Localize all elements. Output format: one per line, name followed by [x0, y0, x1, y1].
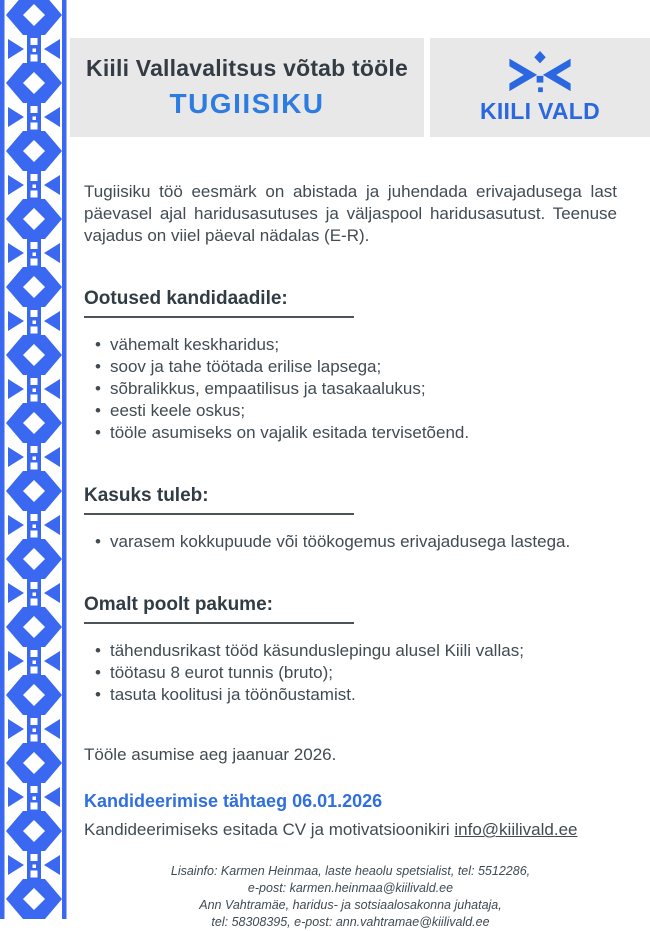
list-item: • tööle asumiseks on vajalik esitada tervisetõend. [84, 422, 617, 444]
content-area [84, 0, 617, 931]
list-item: • vähemalt keskharidus; [84, 334, 617, 356]
position-title: TUGIISIKU [169, 88, 325, 119]
start-date-line: Tööle asumise aeg jaanuar 2026. [84, 745, 337, 764]
application-deadline: Kandideerimise tähtaeg 06.01.2026 [84, 791, 383, 811]
logo-box [430, 38, 650, 137]
dragonfly-logo-icon [508, 51, 572, 95]
folk-pattern-border [0, 0, 68, 919]
section-heading-offer: Omalt poolt pakume: [84, 593, 354, 624]
apply-instructions [84, 819, 617, 841]
list-item: • töötasu 8 eurot tunnis (bruto); [84, 662, 617, 684]
contact-line: e-post: karmen.heinmaa@kiilivald.ee [247, 881, 454, 895]
list-item: • soov ja tahe töötada erilise lapsega; [84, 356, 617, 378]
contact-line: Ann Vahtramäe, haridus- ja sotsiaalosakonna juhataja, [199, 898, 502, 912]
header [70, 38, 650, 137]
apply-text: Kandideerimiseks esitada CV ja motivatsioonikiri [84, 820, 455, 839]
list-item: • sõbralikkus, empaatilisus ja tasakaalukus; [84, 378, 617, 400]
contact-line: tel: 58308395, e-post: ann.vahtramae@kiilivald.ee [211, 915, 490, 929]
list-item: • varasem kokkupuude või töökogemus erivajadusega lastega. [84, 531, 617, 553]
contact-line: Lisainfo: Karmen Heinmaa, laste heaolu spetsialist, tel: 5512286, [170, 864, 531, 878]
intro-paragraph: Tugiisiku töö eesmärk on abistada ja juhendada erivajadusega last päevasel ajal haridusasutuses ja väljaspool haridusasutust. Teenuse vajadus on viiel päeval nädalas (E-R). [84, 182, 617, 245]
contact-info [84, 863, 617, 931]
email-link[interactable]: info@kiilivald.ee [454, 820, 578, 839]
list-item: • tähendusrikast tööd käsunduslepingu alusel Kiili vallas; [84, 640, 617, 662]
header-title-box [70, 38, 424, 137]
page-title: Kiili Vallavalitsus võtab tööle [86, 55, 408, 81]
list-item: • tasuta koolitusi ja töönõustamist. [84, 684, 617, 706]
expectations-list [84, 334, 617, 444]
list-item: • eesti keele oskus; [84, 400, 617, 422]
advantages-list [84, 531, 617, 553]
section-heading-expectations: Ootused kandidaadile: [84, 287, 354, 318]
section-heading-advantages: Kasuks tuleb: [84, 484, 354, 515]
logo-wordmark: KIILI VALD [479, 97, 601, 124]
offer-list [84, 640, 617, 706]
